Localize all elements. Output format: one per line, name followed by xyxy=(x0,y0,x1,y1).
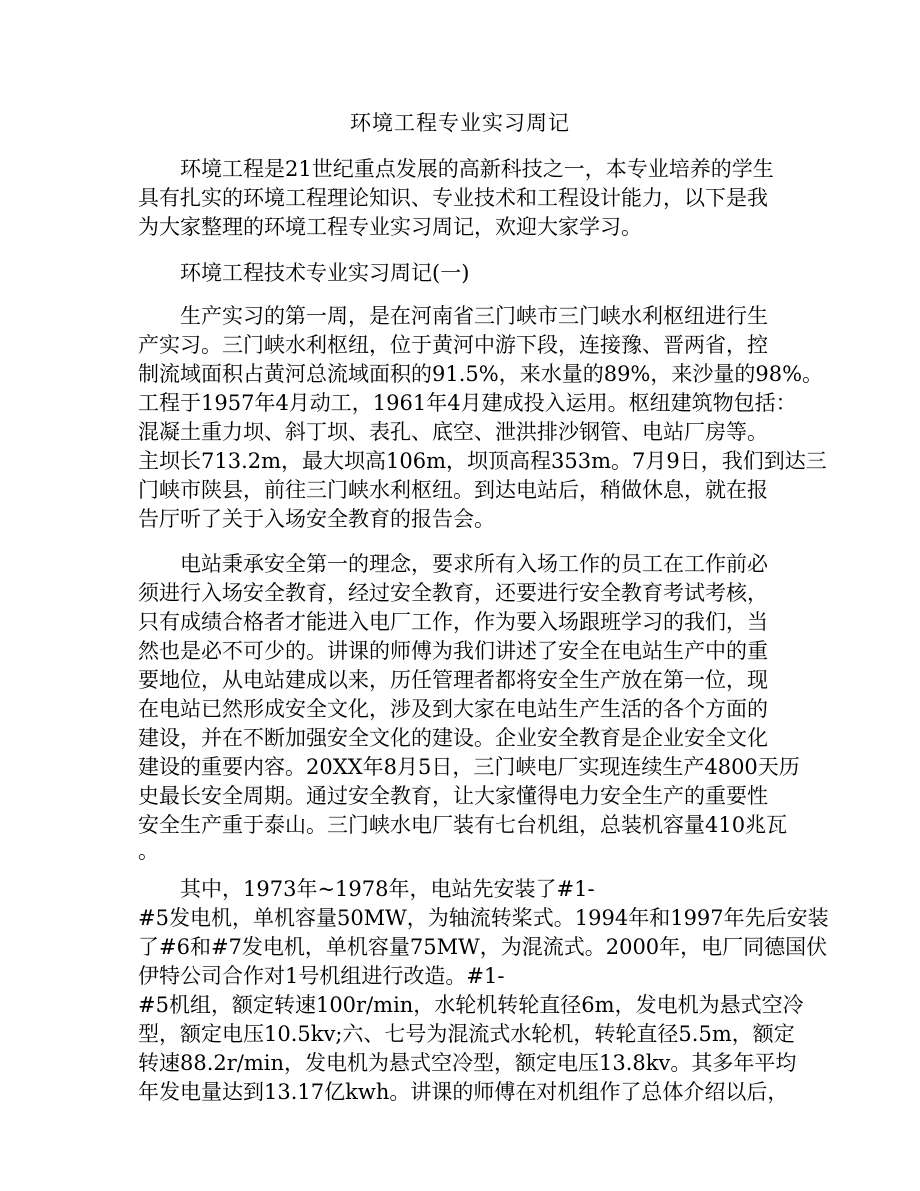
paragraph-line: 型，额定电压10.5kv;六、七号为混流式水轮机，转轮直径5.5m，额定 xyxy=(138,1022,795,1046)
paragraph-line: 然也是必不可少的。讲课的师傅为我们讲述了安全在电站生产中的重 xyxy=(138,639,768,663)
paragraph-line: #5发电机，单机容量50MW，为轴流转桨式。1994年和1997年先后安装 xyxy=(138,906,829,930)
intro-line: 为大家整理的环境工程专业实习周记，欢迎大家学习。 xyxy=(138,215,642,239)
paragraph-line: 年发电量达到13.17亿kwh。讲课的师傅在对机组作了总体介绍以后， xyxy=(138,1080,789,1104)
paragraph-line: #5机组，额定转速100r/min，水轮机转轮直径6m，发电机为悬式空冷 xyxy=(138,993,804,1017)
paragraph-line: 建设，并在不断加强安全文化的建设。企业安全教育是企业安全文化 xyxy=(138,726,768,750)
paragraph-line: 了#6和#7发电机，单机容量75MW，为混流式。2000年，电厂同德国伏 xyxy=(138,935,828,959)
document-title: 环境工程专业实习周记 xyxy=(350,111,570,135)
intro-line: 具有扎实的环境工程理论知识、专业技术和工程设计能力，以下是我 xyxy=(138,186,768,210)
paragraph-line: 其中，1973年~1978年，电站先安装了#1- xyxy=(180,877,595,901)
paragraph-line: 伊特公司合作对1号机组进行改造。#1- xyxy=(138,964,505,988)
paragraph-line: 主坝长713.2m，最大坝高106m，坝顶高程353m。7月9日，我们到达三 xyxy=(138,449,827,473)
paragraph-line: 建设的重要内容。20XX年8月5日，三门峡电厂实现连续生产4800天历 xyxy=(138,755,800,779)
paragraph-line: 只有成绩合格者才能进入电厂工作，作为要入场跟班学习的我们，当 xyxy=(138,610,768,634)
section-heading: 环境工程技术专业实习周记(一) xyxy=(180,261,470,285)
paragraph-line: 史最长安全周期。通过安全教育，让大家懂得电力安全生产的重要性 xyxy=(138,784,768,808)
paragraph-line: 安全生产重于泰山。三门峡水电厂装有七台机组，总装机容量410兆瓦 xyxy=(138,813,788,837)
paragraph-line: 转速88.2r/min，发电机为悬式空冷型，额定电压13.8kv。其多年平均 xyxy=(138,1051,797,1075)
paragraph-line: 。 xyxy=(138,839,159,863)
paragraph-line: 工程于1957年4月动工，1961年4月建成投入运用。枢纽建筑物包括： xyxy=(138,391,797,415)
intro-line: 环境工程是21世纪重点发展的高新科技之一，本专业培养的学生 xyxy=(180,157,774,181)
paragraph-line: 电站秉承安全第一的理念，要求所有入场工作的员工在工作前必 xyxy=(180,552,768,576)
paragraph-line: 要地位，从电站建成以来，历任管理者都将安全生产放在第一位，现 xyxy=(138,668,768,692)
paragraph-line: 混凝土重力坝、斜丁坝、表孔、底空、泄洪排沙钢管、电站厂房等。 xyxy=(138,420,768,444)
paragraph-line: 制流域面积占黄河总流域面积的91.5%，来水量的89%，来沙量的98%。 xyxy=(138,362,824,386)
paragraph-line: 告厅听了关于入场安全教育的报告会。 xyxy=(138,507,495,531)
paragraph-line: 门峡市陕县，前往三门峡水利枢纽。到达电站后，稍做休息，就在报 xyxy=(138,478,768,502)
paragraph-line: 生产实习的第一周，是在河南省三门峡市三门峡水利枢纽进行生 xyxy=(180,304,768,328)
paragraph-line: 须进行入场安全教育，经过安全教育，还要进行安全教育考试考核， xyxy=(138,581,768,605)
paragraph-line: 在电站已然形成安全文化，涉及到大家在电站生产生活的各个方面的 xyxy=(138,697,768,721)
paragraph-line: 产实习。三门峡水利枢纽，位于黄河中游下段，连接豫、晋两省，控 xyxy=(138,333,768,357)
